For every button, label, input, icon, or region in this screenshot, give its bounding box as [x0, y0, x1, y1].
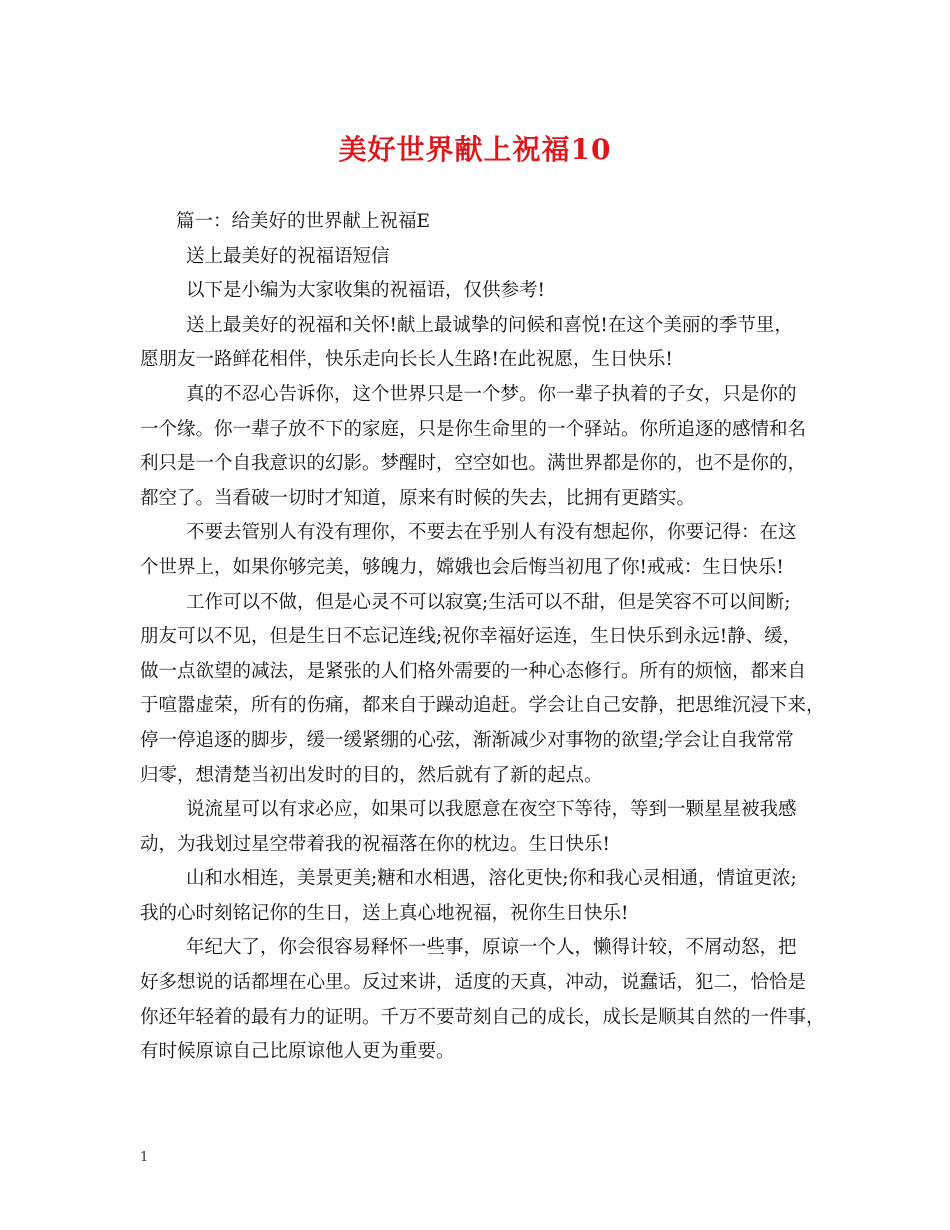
paragraph-line: 我的心时刻铭记你的生日，送上真心地祝福，祝你生日快乐!	[140, 902, 629, 924]
page-number: 1	[140, 1150, 149, 1165]
paragraph-line: 都空了。当看破一切时才知道，原来有时候的失去，比拥有更踏实。	[140, 487, 696, 509]
paragraph-line: 山和水相连，美景更美;糖和水相遇，溶化更快;你和我心灵相通，情谊更浓;	[186, 868, 797, 890]
paragraph-line: 动，为我划过星空带着我的祝福落在你的枕边。生日快乐!	[140, 833, 610, 855]
paragraph-line: 你还年轻着的最有力的证明。千万不要苛刻自己的成长，成长是顺其自然的一件事，	[140, 1006, 825, 1028]
paragraph-line: 利只是一个自我意识的幻影。梦醒时，空空如也。满世界都是你的，也不是你的，	[140, 453, 807, 475]
paragraph-line: 于喧嚣虚荣，所有的伤痛，都来自于躁动追赶。学会让自己安静，把思维沉浸下来，	[140, 695, 825, 717]
paragraph-line: 说流星可以有求必应，如果可以我愿意在夜空下等待，等到一颗星星被我感	[186, 799, 797, 821]
subheading: 送上最美好的祝福语短信	[186, 245, 390, 267]
paragraph-line: 以下是小编为大家收集的祝福语，仅供参考!	[186, 280, 545, 302]
paragraph-line: 做一点欲望的减法，是紧张的人们格外需要的一种心态修行。所有的烦恼，都来自	[140, 660, 807, 682]
paragraph-line: 停一停追逐的脚步，缓一缓紧绷的心弦，渐渐减少对事物的欲望;学会让自我常常	[140, 729, 794, 751]
paragraph-line: 朋友可以不见，但是生日不忘记连线;祝你幸福好运连，生日快乐到永远!静、缓，	[140, 626, 802, 648]
paragraph-line: 个世界上，如果你够完美，够魄力，嫦娥也会后悔当初甩了你!戒戒：生日快乐!	[140, 556, 784, 578]
paragraph-line: 好多想说的话都埋在心里。反过来讲，适度的天真，冲动，说蠢话，犯二，恰恰是	[140, 972, 807, 994]
document-body	[140, 205, 825, 1070]
paragraph-line: 有时候原谅自己比原谅他人更为重要。	[140, 1041, 455, 1063]
paragraph-line: 年纪大了，你会很容易释怀一些事，原谅一个人，懒得计较，不屑动怒，把	[186, 937, 797, 959]
paragraph-line: 归零，想清楚当初出发时的目的，然后就有了新的起点。	[140, 764, 603, 786]
document-title: 美好世界献上祝福10	[338, 133, 612, 166]
paragraph-line: 一个缘。你一辈子放不下的家庭，只是你生命里的一个驿站。你所追逐的感情和名	[140, 418, 807, 440]
paragraph-line: 送上最美好的祝福和关怀!献上最诚挚的问候和喜悦!在这个美丽的季节里，	[186, 314, 793, 336]
paragraph-line: 工作可以不做，但是心灵不可以寂寞;生活可以不甜，但是笑容不可以间断;	[186, 591, 791, 613]
section-heading: 篇一：给美好的世界献上祝福E	[176, 211, 431, 232]
paragraph-line: 愿朋友一路鲜花相伴，快乐走向长长人生路!在此祝愿，生日快乐!	[140, 349, 673, 371]
paragraph-line: 不要去管别人有没有理你，不要去在乎别人有没有想起你，你要记得：在这	[186, 522, 797, 544]
paragraph-line: 真的不忍心告诉你，这个世界只是一个梦。你一辈子执着的子女，只是你的	[186, 383, 797, 405]
